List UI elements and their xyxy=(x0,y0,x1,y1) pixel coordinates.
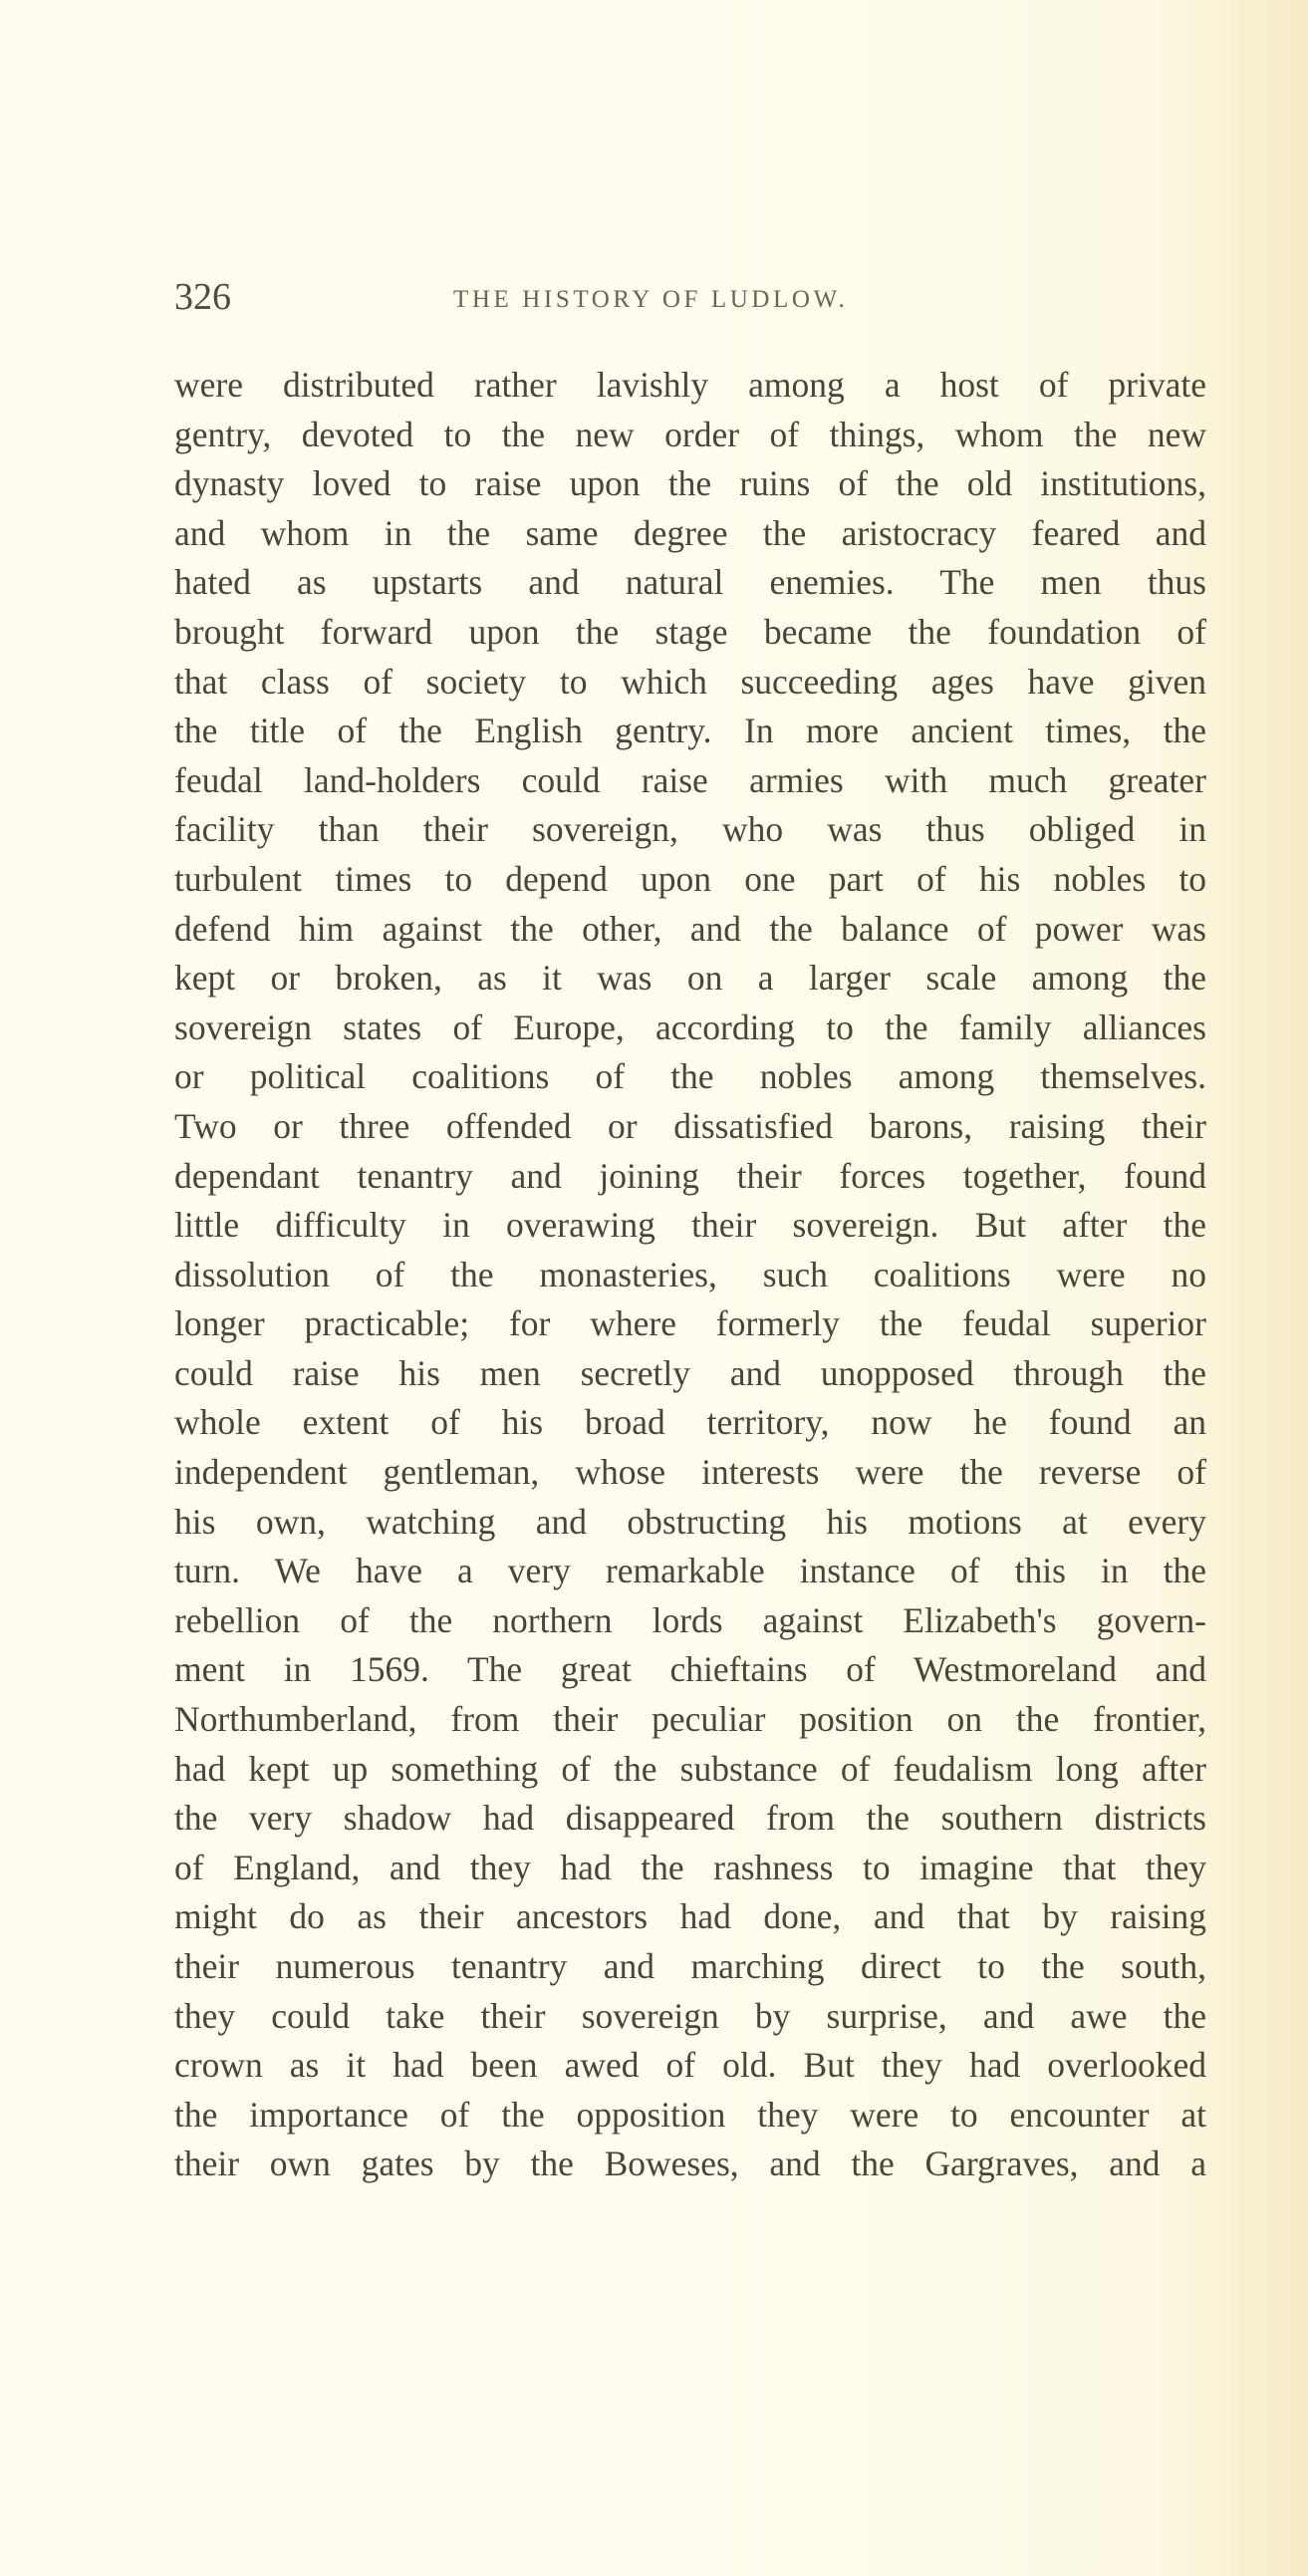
text-line: or political coalitions of the nobles among themselves. xyxy=(174,1056,1206,1097)
text-line: facility than their sovereign, who was thus obliged in xyxy=(174,809,1206,850)
text-line: little difficulty in overawing their sovereign. But after the xyxy=(174,1205,1206,1246)
text-line: kept or broken, as it was on a larger scale among the xyxy=(174,958,1206,999)
text-line: their own gates by the Boweses, and the Gargraves, and a xyxy=(174,2144,1206,2184)
text-line: his own, watching and obstructing his motions at every xyxy=(174,1501,1206,1542)
body-text xyxy=(174,361,1206,2189)
text-line: turbulent times to depend upon one part of his nobles to xyxy=(174,858,1206,899)
text-line: independent gentleman, whose interests were the reverse of xyxy=(174,1452,1206,1493)
page-number: 326 xyxy=(174,276,231,318)
text-line: their numerous tenantry and marching direct to the south, xyxy=(174,1946,1206,1986)
running-title: THE HISTORY OF LUDLOW. xyxy=(453,286,849,313)
text-line: Northumberland, from their peculiar position on the frontier, xyxy=(174,1699,1206,1740)
text-line: whole extent of his broad territory, now he found an xyxy=(174,1402,1206,1443)
text-line: could raise his men secretly and unopposed through the xyxy=(174,1352,1206,1393)
text-line: brought forward upon the stage became the foundation of xyxy=(174,611,1206,652)
text-line: the importance of the opposition they were to encounter at xyxy=(174,2094,1206,2135)
text-line: crown as it had been awed of old. But they had overlooked xyxy=(174,2045,1206,2086)
text-line: that class of society to which succeeding ages have given xyxy=(174,661,1206,702)
text-line: rebellion of the northern lords against Elizabeth's govern- xyxy=(174,1599,1206,1640)
text-line: turn. We have a very remarkable instance of this in the xyxy=(174,1551,1206,1591)
text-line: might do as their ancestors had done, and that by raising xyxy=(174,1896,1206,1937)
text-line: gentry, devoted to the new order of things, whom the new xyxy=(174,414,1206,454)
text-line: defend him against the other, and the balance of power was xyxy=(174,908,1206,949)
text-line: the title of the English gentry. In more ancient times, the xyxy=(174,711,1206,751)
text-line: longer practicable; for where formerly the feudal superior xyxy=(174,1303,1206,1344)
text-line: ment in 1569. The great chieftains of Westmoreland and xyxy=(174,1649,1206,1690)
text-line: dependant tenantry and joining their forces together, found xyxy=(174,1155,1206,1196)
text-line: dissolution of the monasteries, such coalitions were no xyxy=(174,1254,1206,1294)
text-line: Two or three offended or dissatisfied barons, raising their xyxy=(174,1105,1206,1146)
text-line: dynasty loved to raise upon the ruins of the old institutions, xyxy=(174,463,1206,504)
text-line: hated as upstarts and natural enemies. The men thus xyxy=(174,562,1206,603)
running-head xyxy=(174,277,1205,317)
text-line: had kept up something of the substance of feudalism long after xyxy=(174,1748,1206,1789)
text-line: feudal land-holders could raise armies with much greater xyxy=(174,759,1206,800)
text-line: sovereign states of Europe, according to the family alliances xyxy=(174,1006,1206,1047)
text-line: of England, and they had the rashness to imagine that they xyxy=(174,1847,1206,1887)
text-line: the very shadow had disappeared from the southern districts xyxy=(174,1798,1206,1839)
text-line: they could take their sovereign by surprise, and awe the xyxy=(174,1995,1206,2036)
text-line: and whom in the same degree the aristocracy feared and xyxy=(174,512,1206,553)
text-line: were distributed rather lavishly among a host of private xyxy=(174,365,1206,405)
